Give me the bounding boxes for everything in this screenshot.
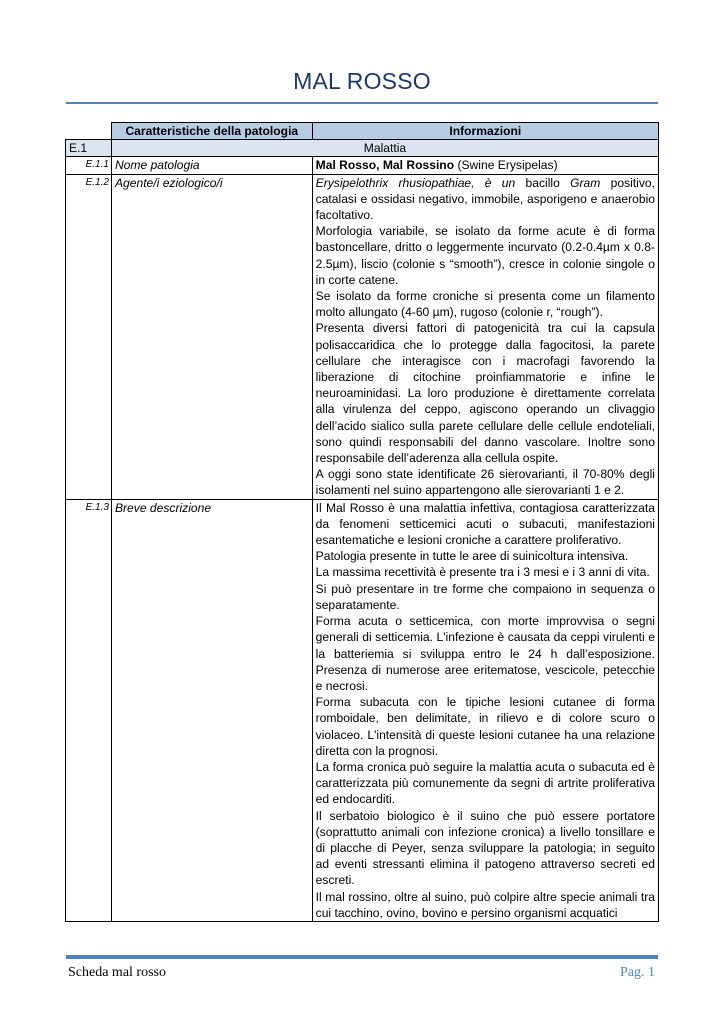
disease-name: Mal Rosso, Mal Rossino (315, 158, 455, 173)
row-info (312, 499, 658, 921)
info-paragraph: Patologia presente in tutte le aree di suinicoltura intensiva. (315, 549, 629, 564)
row-number: E.1.2 (66, 174, 112, 499)
disease-alias: (Swine Erysipelas) (454, 158, 558, 173)
info-paragraph: Si può presentare in tre forme che compaiono in sequenza o separatamente. (315, 581, 655, 612)
table-row (66, 499, 659, 921)
info-paragraph: Il mal rossino, oltre al suino, può colpire altre specie animali tra cui tacchino, ovino, bovino e persino organismi acquatici (315, 889, 655, 920)
row-label: Agente/i eziologico/i (111, 174, 312, 499)
footer-divider (66, 955, 658, 959)
info-paragraph: Il Mal Rosso è una malattia infettiva, contagiosa caratterizzata da fenomeni setticemici acuti o subacuti, manifestazioni esantematiche e lesioni croniche a carattere proliferativo. (315, 500, 655, 548)
info-paragraph: Morfologia variabile, se isolato da forme acute è di forma bastoncellare, dritto o leggermente incurvato (0.2-0.4µm x 0.8-2.5µm), liscio (colonie s “smooth”), cresce in colonie singole o in corte catene. (315, 224, 655, 287)
info-paragraph: La forma cronica può seguire la malattia acuta o subacuta ed è caratterizzata più comunemente da segni di artrite proliferativa ed endocarditi. (315, 759, 655, 807)
info-paragraph: Forma acuta o setticemica, con morte improvvisa o segni generali di setticemia. L'infezione è causata da ceppi virulenti e la batteriemia si sviluppa entro le 24 h dall’esposizione. Presenza di numerose aree eritematose, vescicole, petecchie e necrosi. (315, 614, 655, 693)
info-paragraph: Forma subacuta con le tipiche lesioni cutanee di forma romboidale, ben delimitate, in rilievo e di colore scuro o violaceo. L'intensità di queste lesioni cutanee ha una relazione diretta con la prognosi. (315, 695, 655, 758)
row-info (312, 174, 658, 499)
table-row (66, 174, 659, 499)
section-row (66, 140, 659, 157)
row-number: E.1.3 (66, 499, 112, 921)
row-info (312, 157, 658, 174)
title-divider (66, 102, 658, 104)
page-title: MAL ROSSO (293, 68, 431, 94)
row-label: Nome patologia (111, 157, 312, 174)
info-paragraph: La massima recettività è presente tra i 3 mesi e i 3 anni di vita. (315, 565, 650, 580)
info-paragraph: Il serbatoio biologico è il suino che può essere portatore (soprattutto animali con infezione cronica) a livello tonsillare e di placche di Peyer, senza sviluppare la patologia; in seguito ad eventi stressanti elimina il patogeno attraverso secreti ed escreti. (315, 808, 655, 888)
footer-document-name: Scheda mal rosso (68, 965, 166, 980)
row-label: Breve descrizione (111, 499, 312, 921)
header-information: Informazioni (312, 123, 658, 140)
info-paragraph: A oggi sono state identificate 26 sierovarianti, il 70-80% degli isolamenti nel suino appartengono alle sierovarianti 1 e 2. (315, 467, 655, 498)
info-paragraph: Presenta diversi fattori di patogenicità tra cui la capsula polisaccaridica che lo protegge dalla fagocitosi, la parete cellulare che interagisce con i macrofagi favorendo la liberazione di citochine proinfiammatorie e infine le neuroaminidasi. La loro produzione è direttamente correlata alla virulenza del ceppo, agiscono operando un clivaggio dell’acido sialico sulla parete cellulare delle cellule endoteliali, sono quindi responsabili del danno vascolare. Inoltre sono responsabile dell’aderenza alla cellula ospite. (315, 321, 655, 466)
agent-text: bacillo (515, 175, 571, 190)
section-code: E.1 (66, 140, 112, 157)
agent-gram: Gram (570, 175, 601, 190)
table-row (66, 157, 659, 174)
info-paragraph (316, 175, 655, 224)
footer-page-number: Pag. 1 (620, 965, 655, 980)
disease-table (65, 122, 659, 922)
table-header-row (66, 123, 659, 140)
agent-species: Erysipelothrix rhusiopathiae, è un (315, 175, 516, 190)
agent-text: positivo, catalasi e ossidasi negativo, immobile, asporigeno e anaerobio facoltativo. (315, 175, 655, 223)
row-number: E.1.1 (66, 157, 112, 174)
header-blank-cell (66, 123, 112, 140)
section-label: Malattia (111, 140, 658, 157)
header-characteristics: Caratteristiche della patologia (111, 123, 312, 140)
info-paragraph: Se isolato da forme croniche si presenta come un filamento molto allungato (4-60 µm), rugoso (colonie r, “rough”). (315, 289, 655, 320)
